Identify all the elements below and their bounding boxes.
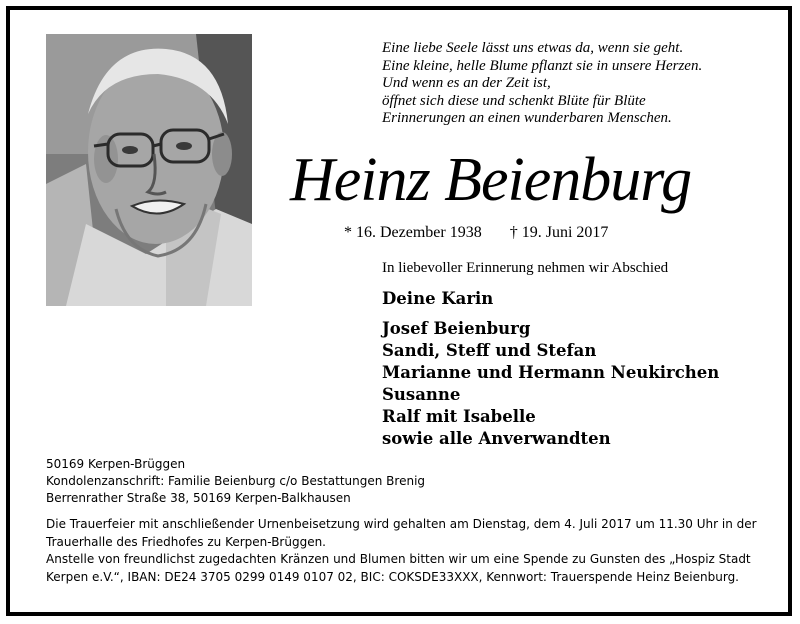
mourner-name: Ralf mit Isabelle — [382, 407, 536, 426]
portrait-photo — [46, 34, 252, 306]
mourner-gap — [382, 310, 719, 318]
life-dates — [344, 224, 632, 242]
death-date: † 19. Juni 2017 — [509, 224, 609, 241]
condolence-address — [46, 456, 425, 507]
notice-line: Anstelle von freundlichst zugedachten Kränzen und Blumen bitten wir um eine Spende zu Gunsten des „Hospiz Stadt — [46, 552, 751, 566]
funeral-notice — [46, 516, 756, 586]
poem-line: Eine liebe Seele lässt uns etwas da, wenn sie geht. — [382, 40, 684, 56]
poem-line: Erinnerungen an einen wunderbaren Menschen. — [382, 110, 672, 126]
notice-line: Kerpen e.V.“, IBAN: DE24 3705 0299 0149 0107 02, BIC: COKSDE33XXX, Kennwort: Trauerspende Heinz Beienburg. — [46, 569, 739, 584]
deceased-name: Heinz Beienburg — [290, 146, 692, 214]
mourner-name: Sandi, Steff und Stefan — [382, 341, 597, 360]
address-line: 50169 Kerpen-Brüggen — [46, 457, 186, 471]
mourner-name: Marianne und Hermann Neukirchen — [382, 363, 720, 382]
address-line: Kondolenzanschrift: Familie Beienburg c/o Bestattungen Brenig — [46, 474, 426, 488]
memorial-poem — [382, 40, 772, 128]
poem-line: öffnet sich diese und schenkt Blüte für Blüte — [382, 92, 646, 109]
notice-line: Trauerhalle des Friedhofes zu Kerpen-Brüggen. — [46, 534, 326, 549]
mourner-name: sowie alle Anverwandten — [382, 429, 611, 448]
mourners-list — [382, 288, 719, 450]
address-line: Berrenrather Straße 38, 50169 Kerpen-Balkhausen — [46, 491, 351, 505]
poem-line: Und wenn es an der Zeit ist, — [382, 75, 551, 91]
mourner-name: Deine Karin — [382, 289, 494, 308]
poem-line: Eine kleine, helle Blume pflanzt sie in unsere Herzen. — [382, 57, 703, 74]
birth-date: * 16. Dezember 1938 — [344, 224, 482, 241]
mourner-name: Susanne — [382, 385, 461, 404]
farewell-intro: In liebevoller Erinnerung nehmen wir Abschied — [382, 260, 669, 276]
notice-line: Die Trauerfeier mit anschließender Urnenbeisetzung wird gehalten am Dienstag, dem 4. Juli 2017 um 11.30 Uhr in der — [46, 517, 757, 531]
mourner-name: Josef Beienburg — [382, 319, 531, 338]
